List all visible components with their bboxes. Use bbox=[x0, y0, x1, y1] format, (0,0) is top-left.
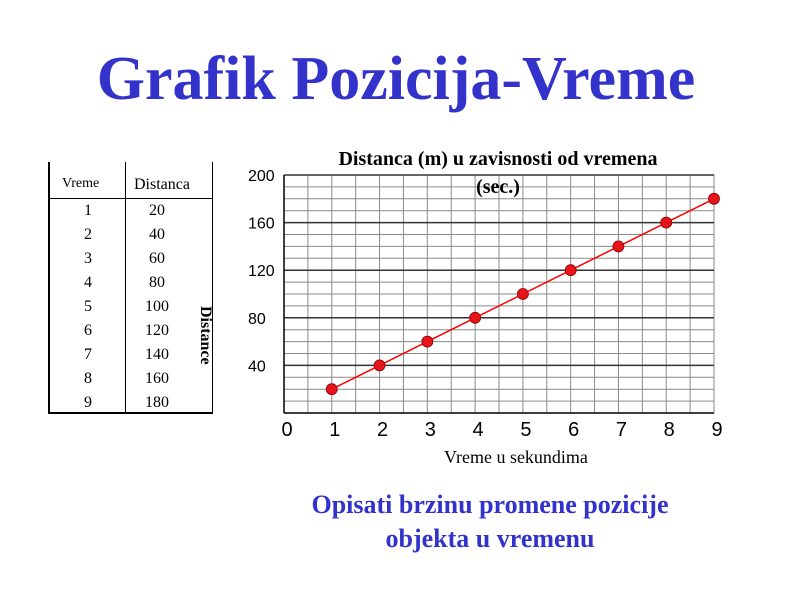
data-point bbox=[709, 193, 720, 204]
table-cell-distance: 160 bbox=[145, 370, 169, 387]
y-tick-label: 80 bbox=[248, 310, 266, 328]
x-tick-label: 3 bbox=[424, 419, 436, 441]
y-axis-title: Distance bbox=[197, 306, 214, 365]
data-point bbox=[661, 217, 672, 228]
table-cell-time: 1 bbox=[84, 202, 92, 219]
table-cell-time: 7 bbox=[84, 346, 92, 363]
x-tick-label: 1 bbox=[329, 419, 341, 441]
table-header-distance: Distanca bbox=[134, 176, 190, 193]
table-cell-distance: 120 bbox=[145, 322, 169, 339]
y-tick-label: 120 bbox=[248, 263, 275, 281]
x-tick-label: 8 bbox=[663, 419, 675, 441]
table-cell-distance: 40 bbox=[149, 226, 165, 243]
x-tick-label: 2 bbox=[376, 419, 389, 441]
table-cell-distance: 180 bbox=[145, 394, 169, 411]
x-tick-label: 5 bbox=[520, 419, 532, 441]
table-cell-distance: 20 bbox=[149, 202, 165, 219]
bottom-caption bbox=[220, 488, 760, 556]
x-tick-label: 9 bbox=[711, 419, 723, 441]
table-cell-time: 3 bbox=[84, 250, 92, 267]
x-axis-title: Vreme u sekundima bbox=[444, 447, 588, 467]
table-cell-distance: 60 bbox=[149, 250, 165, 267]
data-point bbox=[422, 336, 433, 347]
table-cell-time: 2 bbox=[84, 226, 92, 243]
y-tick-label: 160 bbox=[248, 215, 275, 233]
chart-title-line-1: Distanca (m) u zavisnosti od vremena bbox=[338, 148, 658, 170]
chart-title-line-2: (sec.) bbox=[476, 176, 520, 198]
y-tick-label: 40 bbox=[248, 358, 266, 376]
x-tick-label: 0 bbox=[281, 419, 293, 441]
table-cell-time: 9 bbox=[84, 394, 92, 411]
data-point bbox=[613, 241, 624, 252]
y-tick-label: 200 bbox=[248, 168, 275, 185]
table-cell-time: 4 bbox=[84, 274, 92, 291]
data-point bbox=[326, 384, 337, 395]
x-tick-label: 4 bbox=[472, 419, 484, 441]
table-cell-distance: 140 bbox=[145, 346, 169, 363]
x-tick-label: 6 bbox=[568, 419, 580, 441]
table-cell-time: 5 bbox=[84, 298, 92, 315]
bottom-caption-line-1: Opisati brzinu promene pozicije bbox=[311, 490, 669, 519]
table-cell-time: 6 bbox=[84, 322, 92, 339]
slide-title: Grafik Pozicija-Vreme bbox=[96, 45, 696, 113]
table-cell-time: 8 bbox=[84, 370, 92, 387]
data-point bbox=[470, 312, 481, 323]
x-tick-label: 7 bbox=[615, 419, 628, 441]
data-point bbox=[374, 360, 385, 371]
table-cell-distance: 80 bbox=[149, 274, 165, 291]
bottom-caption-line-2: objekta u vremenu bbox=[385, 524, 595, 553]
data-point bbox=[517, 289, 528, 300]
table-header-time: Vreme bbox=[62, 176, 100, 191]
table-cell-distance: 100 bbox=[145, 298, 169, 315]
data-point bbox=[565, 265, 576, 276]
